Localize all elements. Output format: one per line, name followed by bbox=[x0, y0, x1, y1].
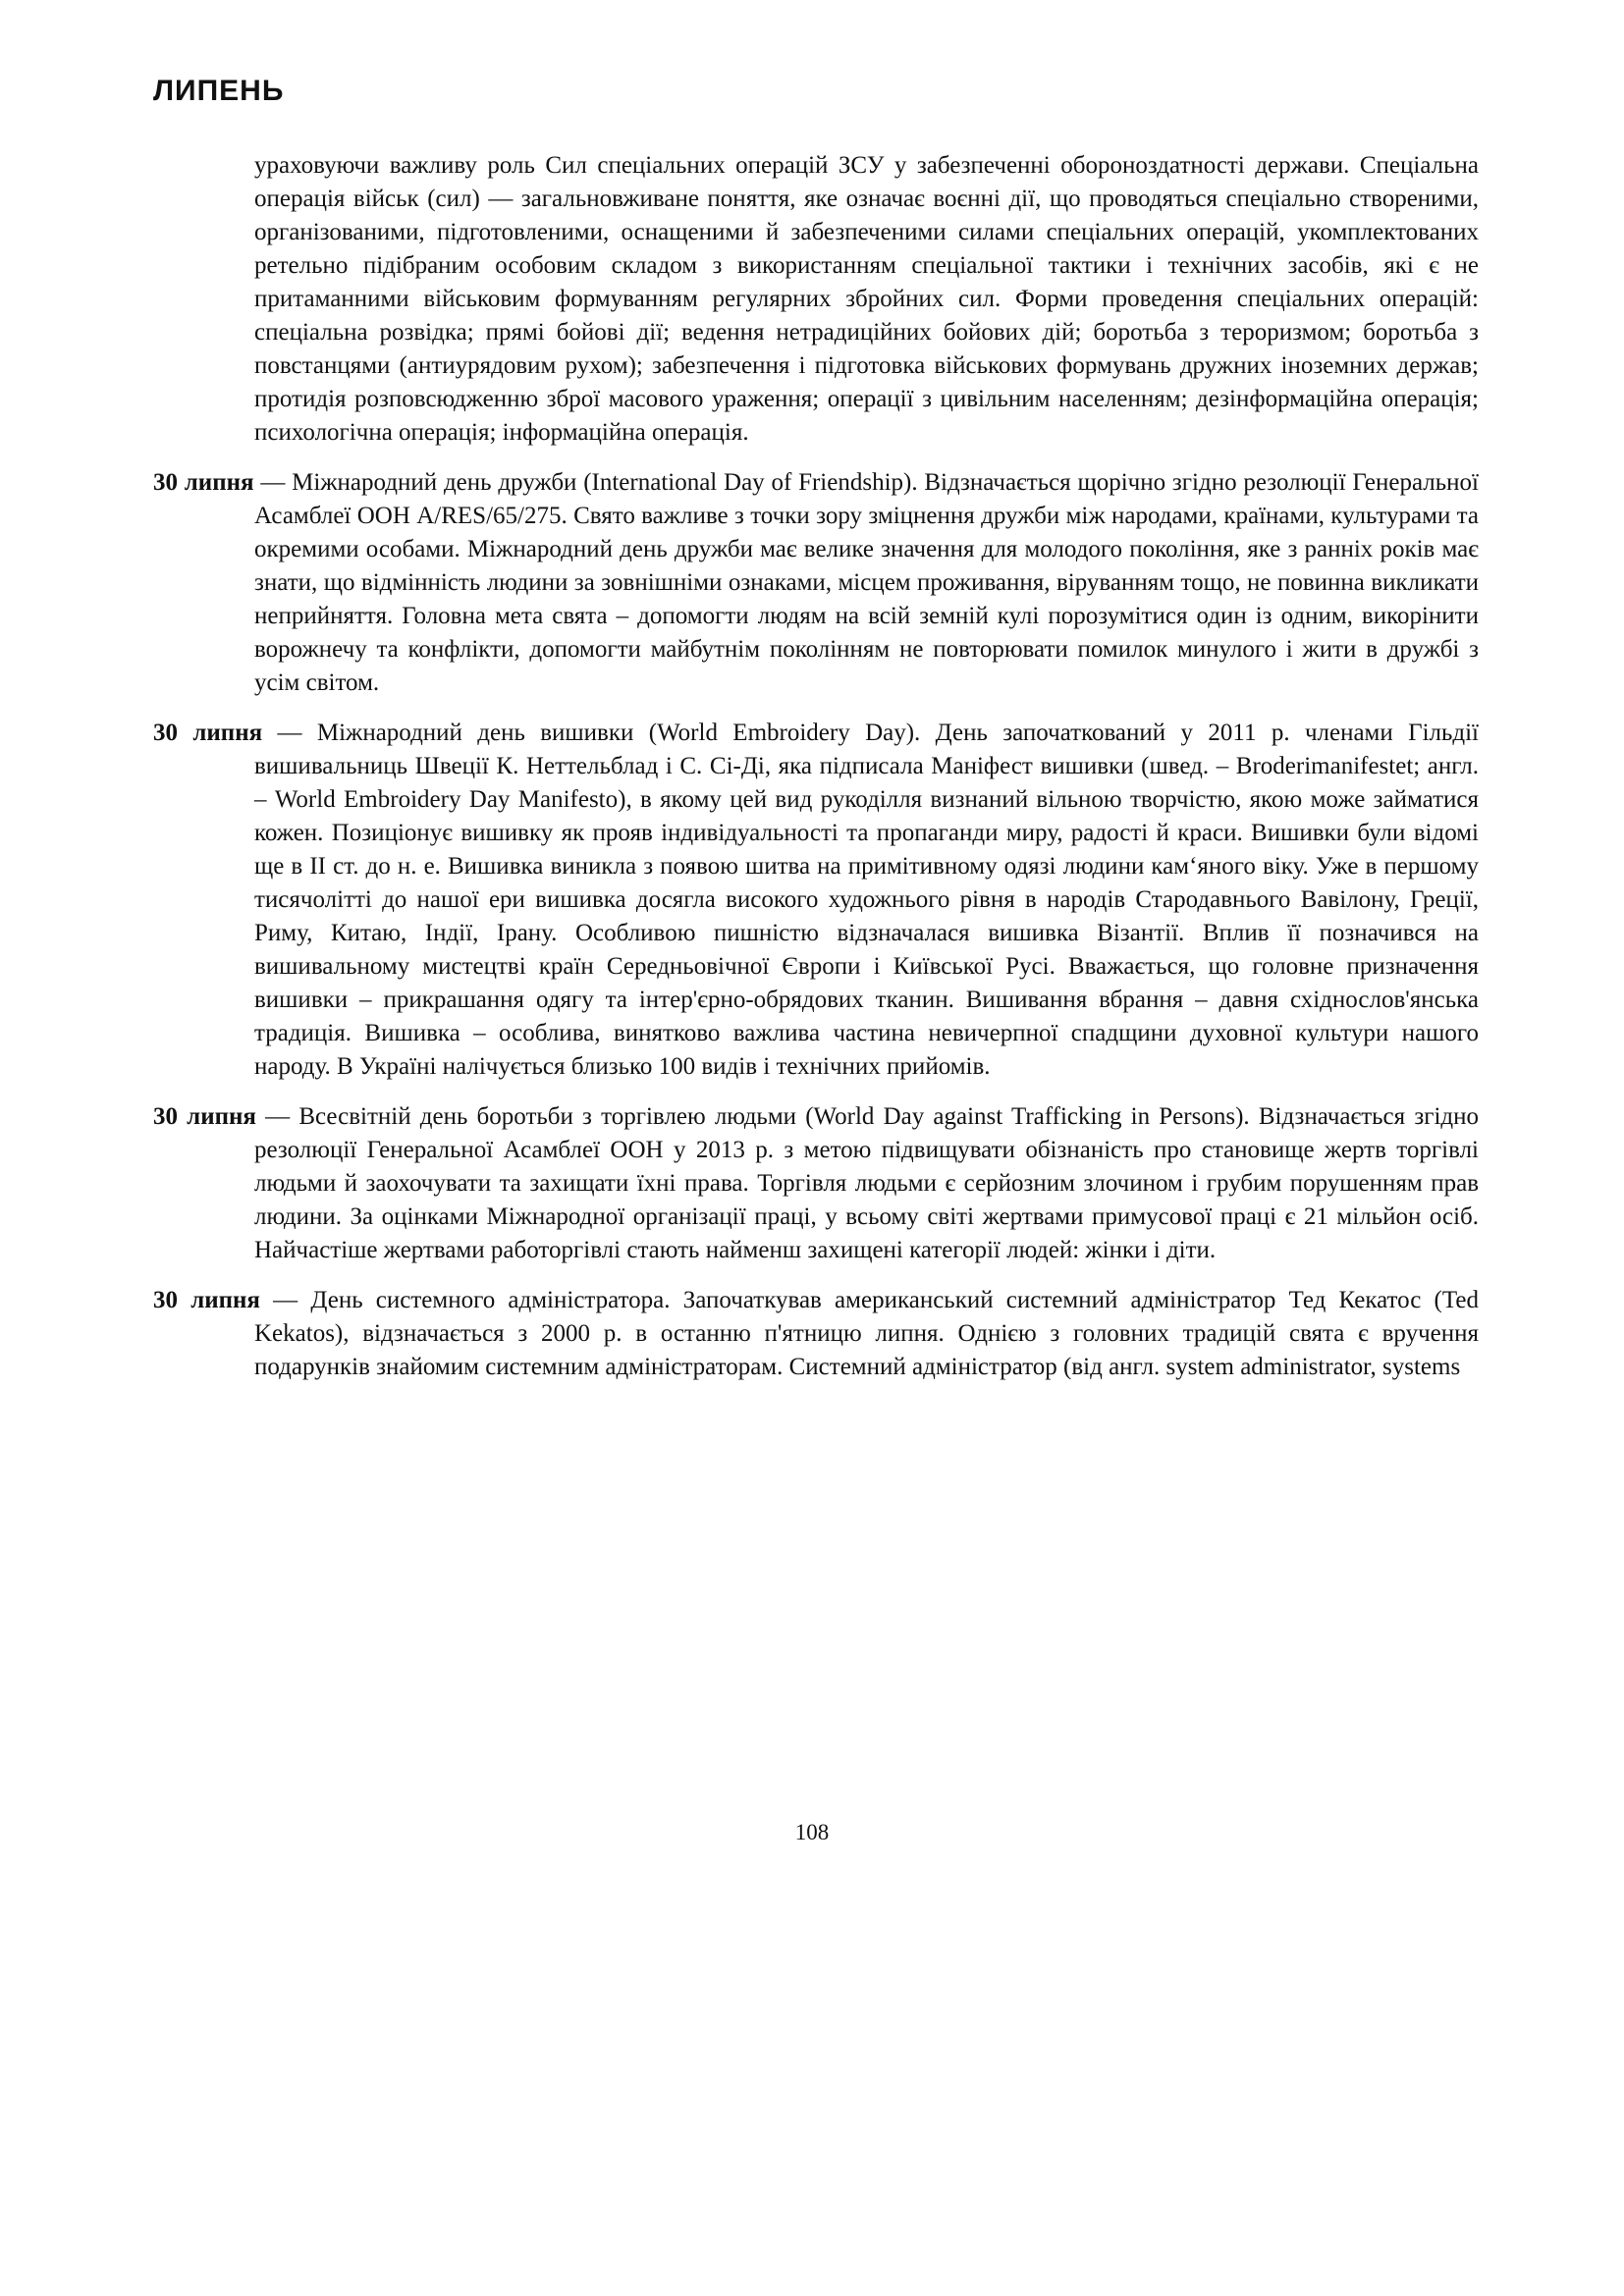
entry-text: — Міжнародний день дружби (International Day of Friendship). Відзначається щорічно згідно резолюції Генеральної Асамблеї ООН A/RES/65/275. Свято важливе з точки зору зміцнення дружби між народами, країнами, культурами та окремими особами. Міжнародний день дружби має велике значення для молодого покоління, яке з ранніх років має знати, що відмінність людини за зовнішніми ознаками, місцем проживання, віруванням тощо, не повинна викликати неприйняття. Головна мета свята – допомогти людям на всій земній кулі порозумітися один із одним, викорінити ворожнечу та конфлікти, допомогти майбутнім поколінням не повторювати помилок минулого і жити в дружбі з усім світом. bbox=[253, 469, 1479, 696]
entry-text: — Всесвітній день боротьби з торгівлею людьми (World Day against Trafficking in Persons). Відзначається згідно резолюції Генеральної Асамблеї ООН у 2013 р. з метою підвищувати обізнаність про становище жертв торгівлі людьми й заохочувати та захищати їхні права. Торгівля людьми є серйозним злочином і грубим порушенням прав людини. За оцінками Міжнародної організації праці, у всьому світі жертвами примусової праці є 21 мільйон осіб. Найчастіше жертвами работоргівлі стають найменш захищені категорії людей: жінки і діти. bbox=[254, 1103, 1479, 1263]
entry-anti-trafficking-day bbox=[153, 1100, 1479, 1267]
entry-date: 30 липня bbox=[153, 1103, 256, 1130]
page-body bbox=[153, 149, 1479, 1401]
entry-date: 30 липня bbox=[153, 469, 254, 496]
page-number: 108 bbox=[794, 1820, 830, 1844]
continued-entry-paragraph: ураховуючи важливу роль Сил спеціальних операцій ЗСУ у забезпеченні обороноздатності держави. Спеціальна операція військ (сил) — загальновживане поняття, яке означає воєнні дії, що проводяться спеціально створеними, організованими, підготовленими, оснащеними й забезпеченими силами спеціальних операцій, укомплектованих ретельно підібраним особовим складом з використанням спеціальної тактики і технічних засобів, які є не притаманними військовим формуванням регулярних збройних сил. Форми проведення спеціальних операцій: спеціальна розвідка; прямі бойові дії; ведення нетрадиційних бойових дій; боротьба з тероризмом; боротьба з повстанцями (антиурядовим рухом); забезпечення і підготовка військових формувань дружних іноземних держав; протидія розповсюдженню зброї масового ураження; операції з цивільним населенням; дезінформаційна операція; психологічна операція; інформаційна операція. bbox=[254, 152, 1479, 446]
entry-text: — Міжнародний день вишивки (World Embroidery Day). День започаткований у 2011 р. членами Гільдії вишивальниць Швеції К. Неттельблад і С. Сі-Ді, яка підписала Маніфест вишивки (швед. – Broderimanifestet; англ. – World Embroidery Day Manifesto), в якому цей вид рукоділля визнаний вільною творчістю, якою може займатися кожен. Позиціонує вишивку як прояв індивідуальності та пропаганди миру, радості й краси. Вишивки були відомі ще в II ст. до н. е. Вишивка виникла з появою шитва на примітивному одязі людини кам‘яного віку. Уже в першому тисячолітті до нашої ери вишивка досягла високого художнього рівня в народів Стародавнього Вавілону, Греції, Риму, Китаю, Індії, Ірану. Особливою пишністю відзначалася вишивка Візантії. Вплив її позначився на вишивальному мистецтві країн Середньовічної Європи і Київської Русі. Вважається, що головне призначення вишивки – прикрашання одягу та інтер'єрно-обрядових тканин. Вишивання вбрання – давня східнослов'янська традиція. Вишивка – особлива, винятково важлива частина невичерпної спадщини духовної культури нашого народу. В Україні налічується близько 100 видів і технічних прийомів. bbox=[254, 720, 1480, 1080]
running-head-month-title: ЛИПЕНЬ bbox=[153, 75, 285, 107]
entry-sysadmin-day bbox=[153, 1284, 1479, 1384]
entry-international-friendship-day bbox=[153, 466, 1479, 700]
entry-text: — День системного адміністратора. Започаткував американський системний адміністратор Тед Кекатос (Ted Kekatos), відзначається з 2000 р. в останню п'ятницю липня. Однією з головних традицій свята є вручення подарунків знайомим системним адміністраторам. Системний адміністратор (від англ. system administrator, systems bbox=[254, 1287, 1480, 1380]
entry-date: 30 липня bbox=[153, 720, 263, 746]
entry-world-embroidery-day bbox=[153, 717, 1479, 1084]
entry-date: 30 липня bbox=[153, 1287, 260, 1313]
